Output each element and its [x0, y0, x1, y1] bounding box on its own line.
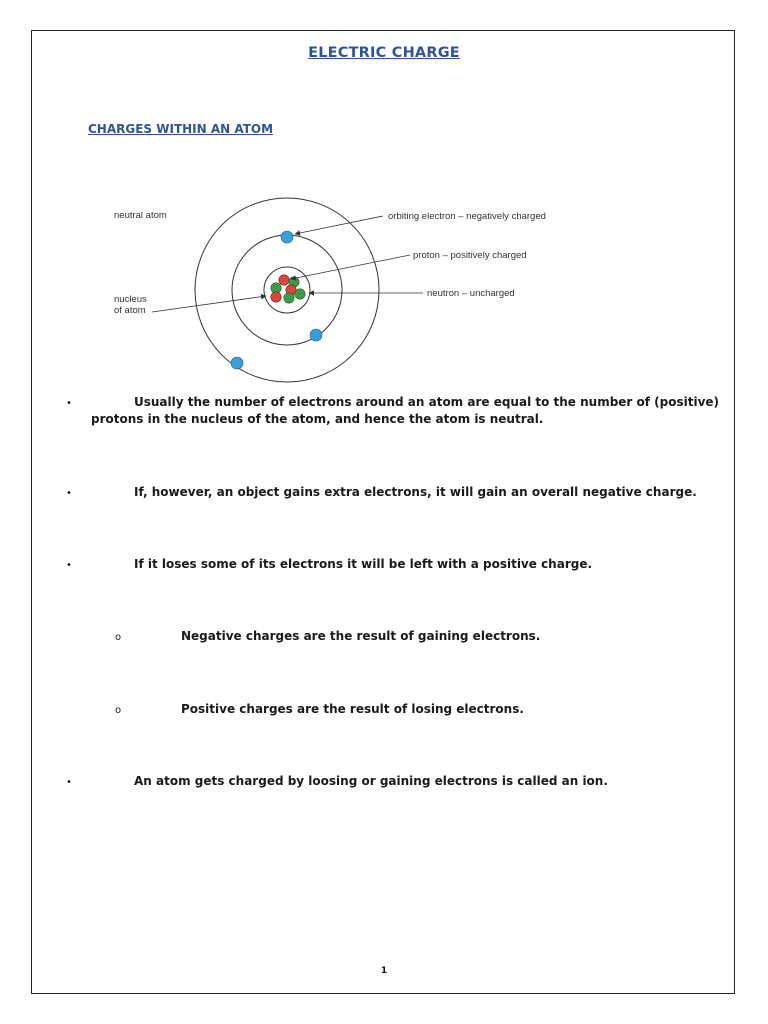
list-item: [0, 556, 768, 576]
list-item: [0, 484, 768, 504]
label-electron: orbiting electron – negatively charged: [388, 211, 546, 222]
proton: [271, 292, 281, 302]
electron: [231, 357, 243, 369]
bullet-text-continued: protons in the nucleus of the atom, and hence the atom is neutral.: [91, 412, 544, 426]
nucleus-leader: [152, 296, 266, 312]
sub-list-item: [0, 701, 768, 721]
proton: [279, 275, 289, 285]
bullet-text: If, however, an object gains extra electrons, it will gain an overall negative charge.: [134, 485, 697, 499]
bullet-text: An atom gets charged by loosing or gaining electrons is called an ion.: [134, 774, 608, 788]
bullet-marker: •: [66, 777, 72, 788]
bullet-marker: •: [66, 560, 72, 571]
bullet-text: Negative charges are the result of gaining electrons.: [181, 629, 541, 643]
page-border: [31, 30, 735, 994]
neutron: [295, 289, 305, 299]
bullet-text: Usually the number of electrons around an atom are equal to the number of (positive): [134, 395, 720, 409]
label-neutron: neutron – uncharged: [427, 288, 515, 299]
label-neutral-atom: neutral atom: [114, 210, 167, 221]
bullet-marker: •: [66, 488, 72, 499]
section-heading: CHARGES WITHIN AN ATOM: [88, 122, 274, 136]
label-of-atom: of atom: [114, 305, 146, 316]
sub-list-item: [0, 628, 768, 648]
bullet-text: If it loses some of its electrons it will be left with a positive charge.: [134, 557, 593, 571]
electron: [310, 329, 322, 341]
label-proton: proton – positively charged: [413, 250, 527, 261]
bullet-marker: •: [66, 398, 72, 409]
sub-bullet-marker: o: [115, 632, 122, 643]
label-nucleus: nucleus: [114, 294, 147, 305]
sub-bullet-marker: o: [115, 705, 122, 716]
document-title: ELECTRIC CHARGE: [308, 45, 460, 61]
list-item: [0, 773, 768, 793]
bullet-text: Positive charges are the result of losing electrons.: [181, 702, 524, 716]
neutron: [284, 293, 294, 303]
proton-leader: [291, 255, 410, 279]
list-item: [0, 394, 768, 434]
nucleus: [271, 275, 305, 303]
electron-leader: [295, 216, 383, 234]
electron: [281, 231, 293, 243]
atom-diagram: [100, 190, 560, 390]
page-number: 1: [380, 966, 388, 976]
